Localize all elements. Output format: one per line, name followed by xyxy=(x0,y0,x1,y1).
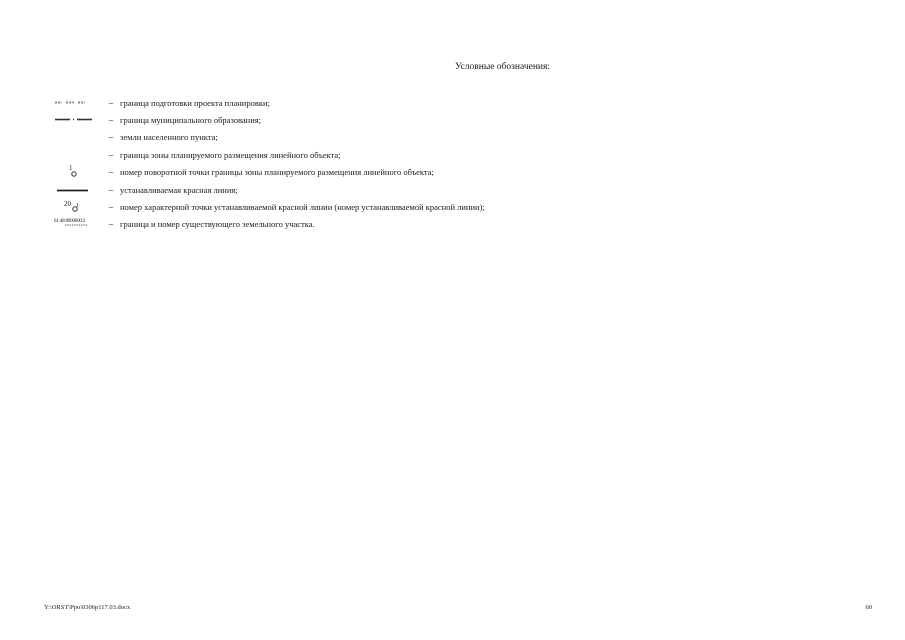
red-line-icon xyxy=(50,181,102,198)
legend-dash: – xyxy=(108,97,114,108)
municipal-boundary-icon xyxy=(50,111,102,128)
legend-item xyxy=(50,111,485,128)
legend-text: номер поворотной точки границы зоны планируемого размещения линейного объекта; xyxy=(120,167,434,178)
legend-text: земли населенного пункта; xyxy=(120,132,218,143)
turning-point-label: 1 xyxy=(69,163,73,172)
planning-boundary-icon xyxy=(50,94,102,111)
red-line-number-label: 1 xyxy=(76,203,79,210)
legend-item xyxy=(50,129,485,146)
legend-item xyxy=(50,146,485,163)
document-path: Y:\ORST\Ppo\0306p117.03.docx xyxy=(44,604,131,611)
legend-text: граница муниципального образования; xyxy=(120,115,262,126)
legend-item xyxy=(50,164,485,181)
land-plot-number: 61:48:0000000:2 xyxy=(54,218,86,224)
turning-point-icon xyxy=(50,164,102,181)
legend-dash: – xyxy=(108,115,114,126)
land-plot-icon xyxy=(50,216,102,233)
legend-list xyxy=(50,94,485,233)
legend-text: граница зоны планируемого размещения линейного объекта; xyxy=(120,149,341,160)
legend-dash: – xyxy=(108,202,114,213)
legend-text: номер характерной точки устанавливаемой красной линии (номер устанавливаемой красной линии); xyxy=(120,202,485,213)
red-line-point-label: 20 xyxy=(64,200,71,209)
red-line-point-icon xyxy=(50,198,102,215)
legend-dash: – xyxy=(108,132,114,143)
legend-text: граница подготовки проекта планировки; xyxy=(120,97,270,108)
legend-dash: – xyxy=(108,167,114,178)
legend-item xyxy=(50,94,485,111)
legend-item xyxy=(50,198,485,215)
legend-item xyxy=(50,216,485,233)
legend-item xyxy=(50,181,485,198)
legend-text: устанавливаемая красная линия; xyxy=(120,184,238,195)
legend-dash: – xyxy=(108,149,114,160)
legend-dash: – xyxy=(108,219,114,230)
legend-title: Условные обозначения: xyxy=(454,62,550,72)
legend-dash: – xyxy=(108,184,114,195)
page-number: 60 xyxy=(865,604,872,611)
legend-text: граница и номер существующего земельного участка. xyxy=(120,219,315,230)
